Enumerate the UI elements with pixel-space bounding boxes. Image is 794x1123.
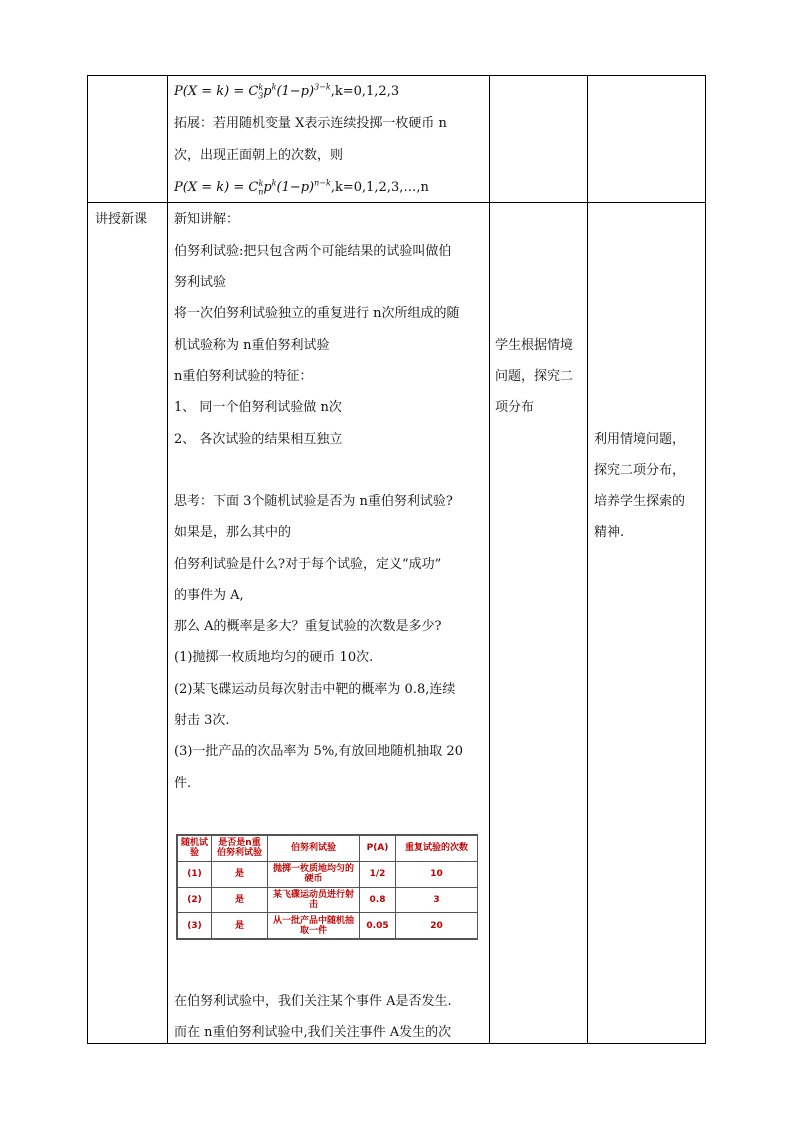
table-cell: (1) (178, 861, 212, 887)
column-divider (489, 76, 490, 1043)
content-line: 伯努利试验:把只包含两个可能结果的试验叫做伯 (174, 244, 452, 259)
bernoulli-summary-table (176, 834, 478, 940)
table-cell: 从一批产品中随机抽取一件 (268, 913, 360, 939)
content-line: 1、 同一个伯努利试验做 n次 (174, 400, 342, 415)
design-intent-line: 探究二项分布， (594, 463, 686, 478)
design-intent-line: 精神. (594, 525, 625, 540)
formula-n-trials: $P(X = k) = C_n^kp^k(1-p)^{n-k},k=0,1,2,3,\dots,n$ (174, 178, 429, 197)
content-line: 机试验称为 n重伯努利试验 (174, 338, 330, 353)
table-header: 随机试验 (178, 836, 212, 862)
table-cell: 20 (396, 913, 478, 939)
table-cell: 0.8 (360, 887, 396, 913)
content-line: 射击 3次. (174, 713, 230, 728)
content-line: 伯努利试验是什么?对于每个试验，定义“成功” (174, 557, 442, 572)
table-cell: 是 (212, 913, 268, 939)
table-header-row (178, 836, 478, 862)
section-label: 讲授新课 (95, 212, 148, 227)
table-header: 重复试验的次数 (396, 836, 478, 862)
table-cell: 是 (212, 861, 268, 887)
design-intent-line: 利用情境问题， (594, 432, 686, 447)
content-line: 思考：下面 3个随机试验是否为 n重伯努利试验? (174, 494, 453, 509)
table-header: 是否是n重伯努利试验 (212, 836, 268, 862)
content-line: n重伯努利试验的特征： (174, 369, 313, 384)
table-cell: 是 (212, 887, 268, 913)
content-line: (3)一批产品的次品率为 5%,有放回地随机抽取 20 (174, 744, 463, 759)
table-cell: 抛掷一枚质地均匀的硬币 (268, 861, 360, 887)
table-cell: 0.05 (360, 913, 396, 939)
table-cell: (3) (178, 913, 212, 939)
row-divider (88, 202, 705, 203)
design-intent-line: 培养学生探索的 (594, 494, 686, 509)
student-activity-line: 项分布 (495, 400, 535, 415)
content-line: 在伯努利试验中，我们关注某个事件 A是否发生. (174, 994, 452, 1009)
student-activity-line: 学生根据情境 (495, 338, 574, 353)
student-activity-line: 问题，探究二 (495, 369, 574, 384)
content-line: (1)抛掷一枚质地均匀的硬币 10次. (174, 650, 374, 665)
column-divider (587, 76, 588, 1043)
table-row (178, 887, 478, 913)
table-cell: 10 (396, 861, 478, 887)
table-cell: 3 (396, 887, 478, 913)
content-line: 新知讲解： (174, 212, 240, 227)
table-row (178, 913, 478, 939)
content-line: 件. (174, 776, 192, 791)
content-line: (2)某飞碟运动员每次射击中靶的概率为 0.8,连续 (174, 682, 456, 697)
table-cell: 某飞碟运动员进行射击 (268, 887, 360, 913)
table-header: P(A) (360, 836, 396, 862)
content-line: 将一次伯努利试验独立的重复进行 n次所组成的随 (174, 306, 460, 321)
extension-line-2: 次，出现正面朝上的次数，则 (174, 148, 344, 163)
table-cell: (2) (178, 887, 212, 913)
content-line: 2、 各次试验的结果相互独立 (174, 432, 343, 447)
extension-line-1: 拓展：若用随机变量 X表示连续投掷一枚硬币 n (174, 116, 447, 131)
column-divider (167, 76, 168, 1043)
content-line: 而在 n重伯努利试验中,我们关注事件 A发生的次 (174, 1025, 452, 1040)
content-line: 那么 A的概率是多大？重复试验的次数是多少? (174, 619, 442, 634)
table-header: 伯努利试验 (268, 836, 360, 862)
table-row (178, 861, 478, 887)
formula-three-trials: $P(X = k) = C_3^kp^k(1-p)^{3-k},k=0,1,2,3$ (174, 82, 400, 101)
table-cell: 1/2 (360, 861, 396, 887)
content-line: 努利试验 (174, 275, 227, 290)
content-line: 的事件为 A, (174, 588, 244, 603)
content-line: 如果是，那么其中的 (174, 525, 292, 540)
